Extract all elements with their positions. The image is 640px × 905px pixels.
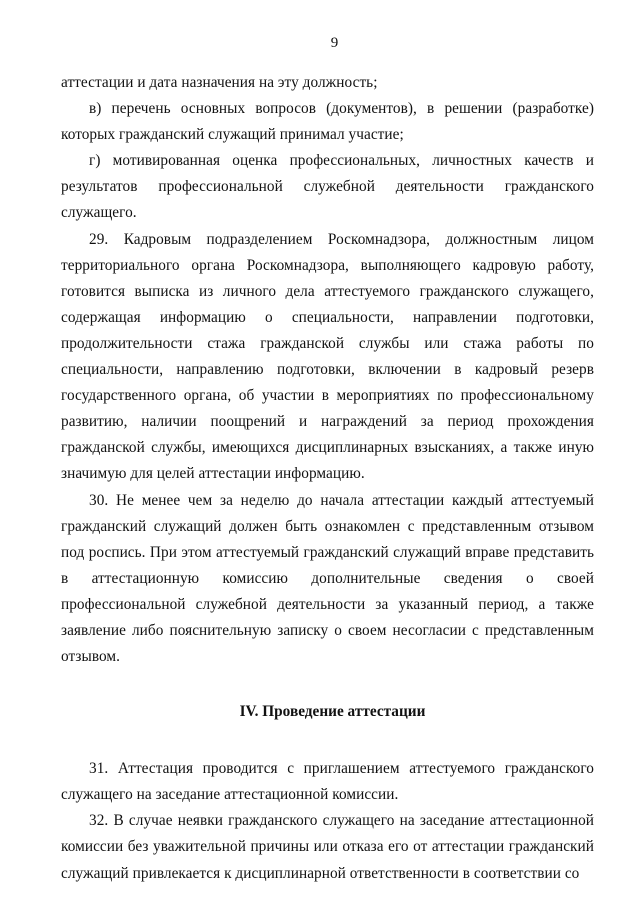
paragraph-continuation: аттестации и дата назначения на эту должность;	[61, 74, 378, 91]
paragraph-31: 31. Аттестация проводится с приглашением аттестуемого гражданского служащего на заседание аттестационной комиссии.	[61, 760, 594, 804]
paragraph-item-g: г) мотивированная оценка профессиональных, личностных качеств и результатов профессиональной служебной деятельности гражданского служащего.	[61, 152, 594, 222]
section-heading: IV. Проведение аттестации	[239, 703, 426, 721]
paragraph-29: 29. Кадровым подразделением Роскомнадзора, должностным лицом территориального органа Роскомнадзора, выполняющего кадровую работу, готовится выписка из личного дела аттестуемого гражданского служащего, содержащая информацию о специальности, направлении подготовки, продолжительности стажа гражданской службы или стажа работы по специальности, направлению подготовки, включении в кадровый резерв государственного органа, об участии в мероприятиях по профессиональному развитию, наличии поощрений и награждений за период прохождения гражданской службы, имеющихся дисциплинарных взысканиях, а также иную значимую для целей аттестации информацию.	[61, 230, 594, 483]
paragraph-item-v: в) перечень основных вопросов (документов), в решении (разработке) которых гражданский служащий принимал участие;	[61, 100, 594, 144]
page-number: 9	[330, 35, 339, 51]
paragraphs-top	[61, 70, 594, 670]
paragraphs-bottom	[61, 756, 594, 886]
paragraph-32: 32. В случае неявки гражданского служащего на заседание аттестационной комиссии без уважительной причины или отказа его от аттестации гражданский служащий привлекается к дисциплинарной ответственности в соответствии со	[61, 812, 594, 882]
paragraph-30: 30. Не менее чем за неделю до начала аттестации каждый аттестуемый гражданский служащий должен быть ознакомлен с представленным отзывом под роспись. При этом аттестуемый гражданский служащий вправе представить в аттестационную комиссию дополнительные сведения о своей профессиональной служебной деятельности за указанный период, а также заявление либо пояснительную записку о своем несогласии с представленным отзывом.	[61, 491, 594, 666]
